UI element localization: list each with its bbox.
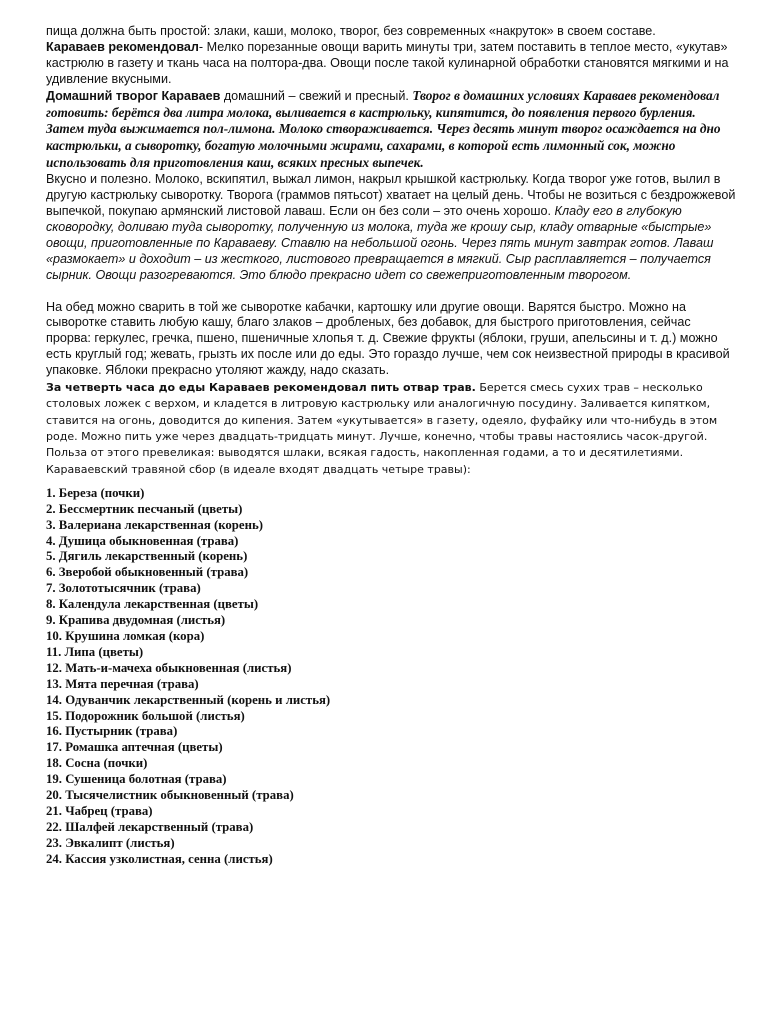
paragraph-diet: пища должна быть простой: злаки, каши, молоко, творог, без современных «накруток» в своем составе. xyxy=(46,24,656,38)
herb-list-item: 16. Пустырник (трава) xyxy=(46,724,178,739)
herb-list-item: 19. Сушеница болотная (трава) xyxy=(46,772,227,787)
herb-list-item: 9. Крапива двудомная (листья) xyxy=(46,613,226,628)
herb-list-item: 2. Бессмертник песчаный (цветы) xyxy=(46,501,243,516)
herb-list-item: 3. Валериана лекарственная (корень) xyxy=(46,517,264,532)
vegetables-text: - Мелко порезанные овощи варить минуты три, затем поставить в теплое место, «укутав» кастрюлю в газету и ткань часа на полтора-два. Овощи после такой кулинарной обработки становятся мягкими и на удивление вкусными. xyxy=(46,39,729,86)
cottage-cheese-recipe: Творог в домашних условиях Караваев рекомендовал готовить: берётся два литра молока, выливается в кастрюльку, кипятится, до появления первого бурления. Затем туда выжимается пол-лимона. Молоко створаживается. Через десять минут творог осаждается на дно кастрюльки, а сыворотку, богатую молочными жирами, сахарами, в которой есть лимонный сок, можно использовать для приготовления каш, всяких пресных выпечек. xyxy=(46,87,721,171)
herb-list-item: 1. Береза (почки) xyxy=(46,485,145,500)
paragraph-vegetables xyxy=(46,40,736,88)
herb-list-item: 11. Липа (цветы) xyxy=(46,644,144,659)
herb-list-item: 4. Душица обыкновенная (трава) xyxy=(46,533,239,548)
cottage-cheese-text: домашний – свежий и пресный. xyxy=(220,88,413,103)
herb-list-item: 15. Подорожник большой (листья) xyxy=(46,708,245,723)
herb-list-item: 21. Чабрец (трава) xyxy=(46,803,153,818)
herbal-tea-lead: За четверть часа до еды Караваев рекомендовал пить отвар трав. xyxy=(46,381,476,395)
vegetables-lead: Караваев рекомендовал xyxy=(46,39,199,54)
herb-list-item: 13. Мята перечная (трава) xyxy=(46,676,199,691)
herb-list-item: 24. Кассия узколистная, сенна (листья) xyxy=(46,851,273,866)
text-block-herbal xyxy=(46,380,736,478)
paragraph-cottage-cheese xyxy=(46,88,736,173)
breakfast-recipe: Кладу его в глубокую сковородку, доливаю туда сыворотку, полученную из молока, туда же крошу сыр, кладу отварные «быстрые» овощи, приготовленные по Караваеву. Ставлю на небольшой огонь. Через пять минут завтрак готов. Лаваш «размокает» и доходит – из жесткого, листового превращается в мягкий. Сыр расплавляется – получается сырник. Овощи разогреваются. Это блюдо прекрасно идет со свежеприготовленным творогом. xyxy=(46,203,714,282)
herb-list-item: 22. Шалфей лекарственный (трава) xyxy=(46,819,254,834)
paragraph-spacer xyxy=(46,284,736,300)
breakfast-text: Вкусно и полезно. Молоко, вскипятил, выжал лимон, накрыл крышкой кастрюльку. Когда творог уже готов, вылил в другую кастрюльку сыворотку. Творога (граммов пятьсот) хватает на целый день. Чтобы не возиться с бездрожжевой выпечкой, покупаю армянский листовой лаваш. Если он без соли – это очень хорошо. xyxy=(46,172,736,218)
herb-list-item: 7. Золототысячник (трава) xyxy=(46,581,201,596)
herb-list-item: 8. Календула лекарственная (цветы) xyxy=(46,597,259,612)
herb-list-item: 17. Ромашка аптечная (цветы) xyxy=(46,740,223,755)
text-block-main xyxy=(46,24,736,379)
herb-list xyxy=(46,486,736,868)
document-page xyxy=(46,24,736,868)
herb-list-item: 10. Крушина ломкая (кора) xyxy=(46,628,205,643)
herb-list-item: 5. Дягиль лекарственный (корень) xyxy=(46,549,248,564)
paragraph-lunch: На обед можно сварить в той же сыворотке кабачки, картошку или другие овощи. Варятся быстро. Можно на сыворотке ставить любую кашу, благо злаков – дробленых, без добавок, для быстрого приготовления, сейчас прорва: геркулес, гречка, пшено, пшеничные хлопья т. д. Свежие фрукты (яблоки, груши, апельсины и т. д.) можно есть круглый год; жевать, грызть их после или до еды. Это гораздо лучше, чем сок неизвестной природы в красивой упаковке. Яблоки прекрасно утоляют жажду, надо сказать. xyxy=(46,299,730,378)
herb-list-item: 18. Сосна (почки) xyxy=(46,756,148,771)
herb-list-item: 20. Тысячелистник обыкновенный (трава) xyxy=(46,788,294,803)
herb-list-item: 12. Мать-и-мачеха обыкновенная (листья) xyxy=(46,660,292,675)
paragraph-herbal-tea xyxy=(46,380,736,478)
herbal-tea-text: Берется смесь сухих трав – несколько столовых ложек с верхом, и кладется в литровую кастрюльку или аналогичную посудину. Заливается кипятком, ставится на огонь, доводится до кипения. Затем «укутывается» в газету, одеяло, фуфайку или что-нибудь в этом роде. Можно пить уже через двадцать-тридцать минут. Лучше, конечно, чтобы травы настоялись часок-другой. Польза от этого превеликая: выводятся шлаки, всякая гадость, накопленная годами, а то и десятилетиями. Караваевский травяной сбор (в идеале входят двадцать четыре травы): xyxy=(46,381,718,476)
herb-list-item: 6. Зверобой обыкновенный (трава) xyxy=(46,565,249,580)
herb-list-item: 23. Эвкалипт (листья) xyxy=(46,835,175,850)
cottage-cheese-lead: Домашний творог Караваев xyxy=(46,88,221,103)
herb-list-item: 14. Одуванчик лекарственный (корень и листья) xyxy=(46,692,331,707)
paragraph-breakfast xyxy=(46,172,736,283)
